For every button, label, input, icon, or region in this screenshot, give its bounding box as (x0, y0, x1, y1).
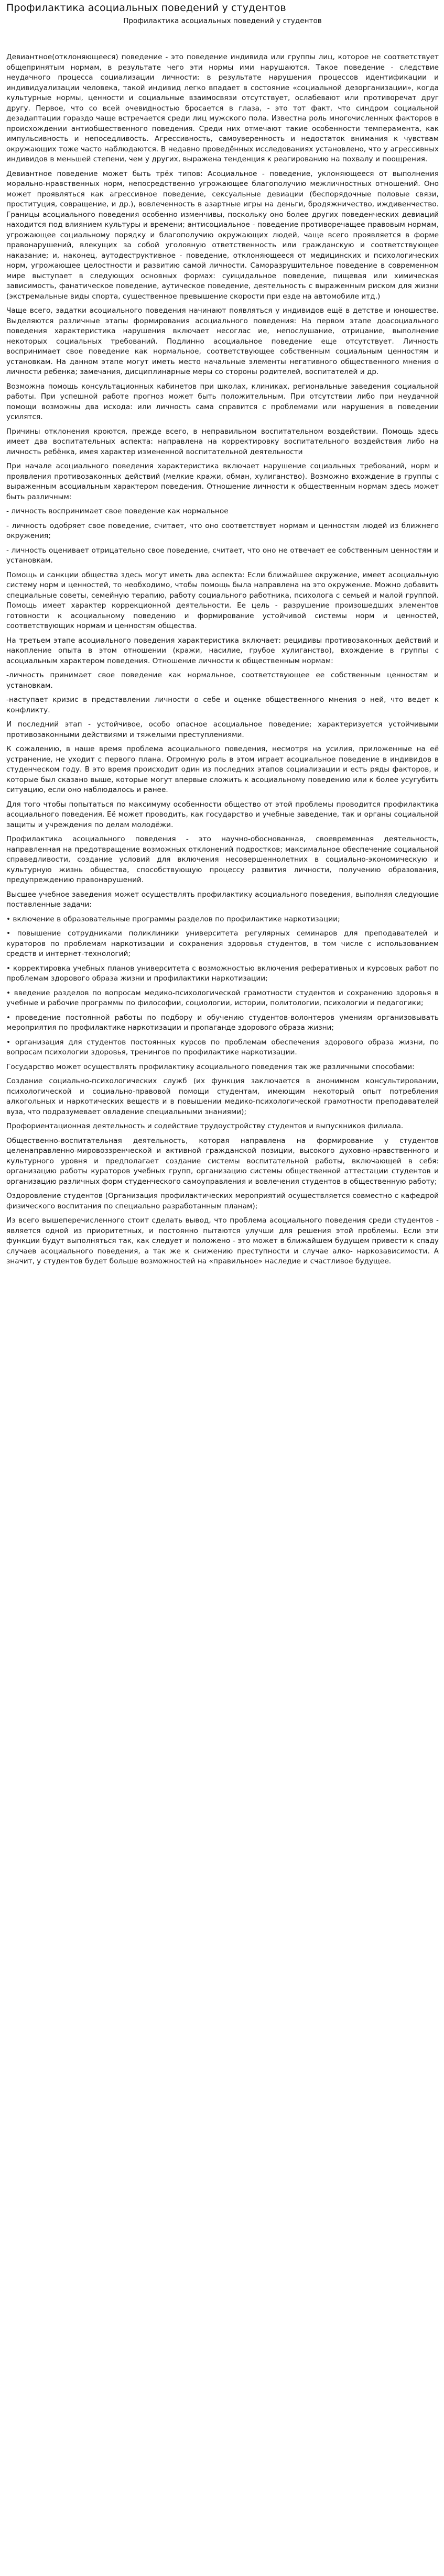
article-body (6, 52, 439, 1267)
list-item: - личность одобряет свое поведение, считает, что оно соответствует нормам и ценностям людей из ближнего окружения; (6, 521, 439, 540)
paragraph: Государство может осуществлять профилактику асоциального поведения так же различными способами: (6, 1062, 415, 1071)
paragraph: Создание социально-психологических служб (их функция заключается в анонимном консультировании, психологической и социально-правовой помощи студентам, имеющим некоторый опыт потребления алкогольных и наркотических веществ и в повышении медико-психологической грамотности преподавателей вуза, что подразумевает овладение специальными знаниями); (6, 1077, 439, 1116)
paragraph: Причины отклонения кроются, прежде всего, в неправильном воспитательном воздействии. Помощь здесь имеет два воспитательных аспекта: направлена на корректировку воспитательного воздействия либо на личность ребёнка, имея характер измененной воспитательной деятельности (6, 427, 439, 456)
paragraph: Возможна помощь консультационных кабинетов при школах, клиниках, региональные заведения социальной работы. При успешной работе прогноз может быть положительным. При отсутствии либо при неудачной помощи возможны два исхода: или личность сама справится с проблемами или нарушения в поведении усилятся. (6, 382, 439, 421)
paragraph: Чаще всего, задатки асоциального поведения начинают появляться у индивидов ещё в детстве и юношестве. Выделяются различные этапы формирования асоциального поведения: На первом этапе доасоциального поведения характеристика нарушения включает несоглас ие, непослушание, отрицание, выполнение некоторых социальных требований. Подлинно асоциальное поведение еще отсутствует. Личность воспринимает свое поведение как нормальное, соответствующее собственным социальным ценностям и установкам. На данном этапе могут иметь место начальные элементы негативного общественного мнения о личности ребенка; замечания, дисциплинарные меры со стороны родителей, воспитателей и др. (6, 306, 439, 376)
paragraph: Для того чтобы попытаться по максимуму особенности общество от этой проблемы проводится профилактика асоциального поведения. Её может проводить, как государство и учебные заведение, так и органы социальной защиты и учреждения по делам молодёжи. (6, 800, 439, 829)
page-subtitle: Профилактика асоциальных поведений у студентов (123, 17, 322, 25)
list-item: • введение разделов по вопросам медико-психологической грамотности студентов и сохранению здоровья в учебные и рабочие программы по философии, социологии, истории, политологии, психологии и педагогики; (6, 988, 439, 1007)
paragraph: Помощь и санкции общества здесь могут иметь два аспекта: Если ближайшее окружение, имеет асоциальную систему норм и ценностей, то необходимо, чтобы помощь была направлена на это окружение. Можно добавить специальные советы, семейную терапию, работу социального работника, психолога с семьей и малой группой. Помощь имеет характер коррекционной деятельности. Ее цель - разрушение произошедших элементов готовности к асоциальному поведению и формирование устойчивой системы норм и ценностей, соответствующих нормам и ценностям общества. (6, 570, 439, 630)
list-item: - личность воспринимает свое поведение как нормальное (6, 507, 229, 515)
paragraph: Девиантное(отклоняющееся) поведение - это поведение индивида или группы лиц, которое не соответствует общепринятым нормам, в результате чего эти нормы ими нарушаются. Такое поведение - следствие неудачного процесса социализации личности: в результате нарушения процессов идентификации и индивидуализации человека, такой индивид легко впадает в состояние «социальной дезорганизации», когда культурные нормы, ценности и социальные взаимосвязи отсутствует, ослабевают или противоречат друг другу. Первое, что со всей очевидностью бросается в глаза, - это тот факт, что синдром социальной дезадаптации гораздо чаще встречается среди лиц мужского пола. Известна роль многочисленных факторов в происхождении антиобщественного поведения. Среди них отмечают такие особенности темперамента, как импульсивность и непоседливость. Агрессивность, самоуверенность и недостаток внимания к чувствам окружающих тоже часто наблюдаются. В недавно проведённых исследованиях установлено, что у агрессивных индивидов в меньшей степени, чем у других, выражена тенденция к реагированию на похвалу и поощрения. (6, 53, 439, 163)
paragraph: Профилактика асоциального поведения - это научно-обоснованная, своевременная деятельность, направленная на предотвращение возможных отклонений подростков; максимальное обеспечение социальной справедливости, создание условий для включения несовершеннолетних в социально-экономическую и культурную жизнь общества, способствующую процессу развития личности, получению образования, предупреждению правонарушений. (6, 835, 439, 884)
paragraph: На третьем этапе асоциального поведения характеристика включает: рецидивы противозаконных действий и накопление опыта в этом отношении (кражи, насилие, грубое хулиганство), вхождение в группы с асоциальным характером поведения. Отношение личности к общественным нормам: (6, 636, 439, 665)
paragraph: Общественно-воспитательная деятельность, которая направлена на формирование у студентов целенаправленно-мировоззренческой и активной гражданской позиции, высокого духовно-нравственного и культурного уровня и предполагает создание системы воспитательной работы, включающей в себя: организацию работы кураторов учебных групп, организацию системы общественной аттестации студентов и организацию различных форм студенческого самоуправления и вовлечения студентов в общественную работу; (6, 1136, 439, 1186)
paragraph: Девиантное поведение может быть трёх типов: Асоциальное - поведение, уклоняющееся от выполнения морально-нравственных норм, непосредственно угрожающее благополучию межличностных отношений. Оно может проявляться как агрессивное поведение, сексуальные девиации (беспорядочные половые связи, проституция, совращение, и др.), вовлеченность в азартные игры на деньги, бродяжничество, иждивенчество. Границы асоциального поведения особенно изменчивы, поскольку оно более других поведенческих девиаций находится под влиянием культуры и времени; антисоциальное - поведение противоречащее правовым нормам, угрожающее социальному порядку и благополучию окружающих людей, чаще всего проявляется в форме правонарушений, влекущих за собой уголовную ответственность или гражданскую и соответствующее наказание; и, наконец, аутодеструктивное - поведение, отклоняющееся от медицинских и психологических норм, угрожающее целостности и развитию самой личности. Саморазрушительное поведение в современном мире выступает в следующих основных формах: суицидальное поведение, пищевая или химическая зависимость, фанатическое поведение, аутическое поведение, деятельность с выраженным риском для жизни (экстремальные виды спорта, существенное превышение скорости при езде на автомобиле итд.) (6, 169, 439, 301)
paragraph: Оздоровление студентов (Организация профилактических мероприятий осуществляется совместно с кафедрой физического воспитания по специально разработанным планам); (6, 1192, 439, 1210)
paragraph: И последний этап - устойчивое, особо опасное асоциальное поведение; характеризуется устойчивыми противозаконными действиями и тяжелыми преступлениями. (6, 720, 439, 739)
paragraph: Высшее учебное заведения может осуществлять профилактику асоциального поведения, выполняя следующие поставленные задачи: (6, 890, 439, 909)
list-item: • организация для студентов постоянных курсов по проблемам обеспечения здорового образа жизни, по вопросам психологии здоровья, тренингов по профилактике наркотизации. (6, 1038, 439, 1056)
list-item: -личность принимает свое поведение как нормальное, соответствующее ее собственным ценностям и установкам. (6, 671, 439, 690)
paragraph: К сожалению, в наше время проблема асоциального поведения, несмотря на усилия, приложенные на её устранение, не уходит с первого плана. Огромную роль в этом играет асоциальное поведение в индивидов в студенческом году. В это время происходит один из последних этапов социализации и есть ряды факторов, и которые был сказано выше, которые могут впервые сложить к асоциальному поведению или к более усугубить ситуацию, если оно наблюдалось и ранее. (6, 745, 439, 794)
paragraph: Из всего вышеперечисленного стоит сделать вывод, что проблема асоциального поведения среди студентов - является одной из приоритетных, и постоянно пытаются улучши для решения этой проблемы. Если эти функции будут выполняться так, как следует и положено - это может в ближайшем будущем привести к спаду случаев асоциального поведения, а так же к снижению преступности и случае алко- наркозависимости. А значит, у студентов будет больше возможностей на «правильное» наследие и счастливое будущее. (6, 1216, 439, 1265)
list-item: • проведение постоянной работы по подбору и обучению студентов-волонтеров умениям организовывать мероприятия по профилактике наркотизации и пропаганде здорового образа жизни; (6, 1013, 439, 1032)
page-title: Профилактика асоциальных поведений у студентов (6, 2, 286, 14)
list-item: • включение в образовательные программы разделов по профилактике наркотизации; (6, 915, 340, 923)
list-item: - личность оценивает отрицательно свое поведение, считает, что оно не отвечает ее собственным ценностям и установкам. (6, 546, 439, 565)
paragraph: При начале асоциального поведения характеристика включает нарушение социальных требований, норм и проявления противозаконных действий (мелкие кражи, обман, хулиганство). Возможно вхождение в группы с выраженным асоциальным характером поведения. Отношение личности к общественным нормам здесь может быть различным: (6, 462, 439, 501)
paragraph: Профориентационная деятельность и содействие трудоустройству студентов и выпускников филиала. (6, 1122, 404, 1130)
list-item: • корректировка учебных планов университета с возможностью включения реферативных и курсовых работ по проблемам здорового образа жизни и профилактики наркотизации; (6, 964, 439, 983)
list-item: -наступает кризис в представлении личности о себе и оценке общественного мнения о ней, что ведет к конфликту. (6, 696, 439, 714)
list-item: • повышение сотрудниками поликлиники университета регулярных семинаров для преподавателей и кураторов по проблемам наркотизации и сохранения здоровья студентов, в том числе с использованием средств и интернет-технологий; (6, 929, 439, 958)
